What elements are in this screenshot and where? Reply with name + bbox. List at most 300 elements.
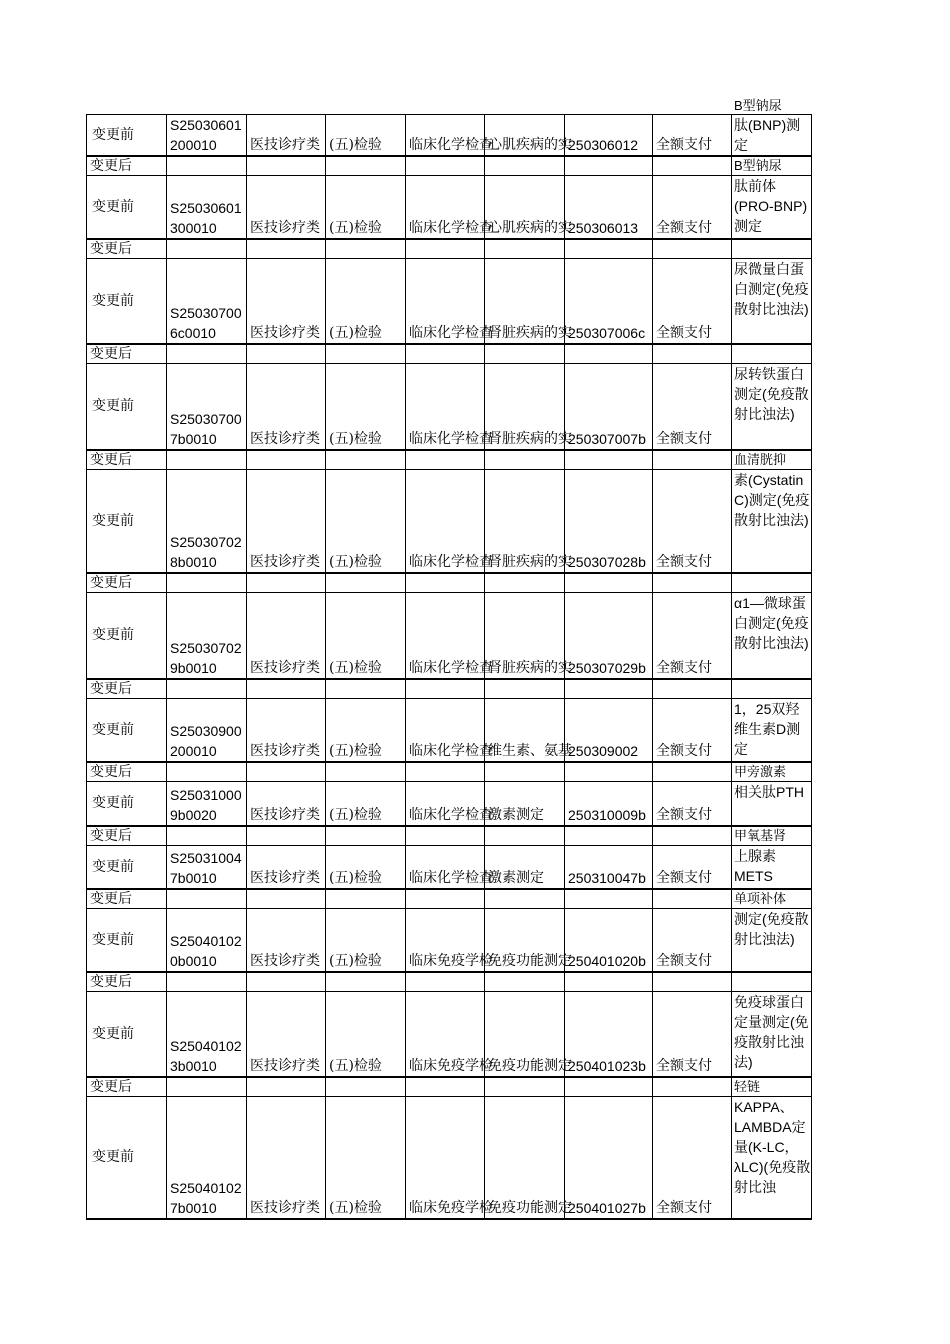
table-row bbox=[87, 1097, 812, 1219]
table-row bbox=[87, 176, 812, 239]
change-after-label-text: 变更后 bbox=[90, 973, 132, 990]
national-code-text: 250401020b bbox=[568, 952, 646, 969]
empty-cell bbox=[653, 679, 732, 699]
change-label-text: 变更前 bbox=[92, 398, 134, 415]
subsection-cell bbox=[485, 364, 572, 450]
payment-type-cell bbox=[653, 115, 732, 157]
section-cell bbox=[406, 258, 493, 344]
project-code-text: S250401023b0010 bbox=[170, 1038, 242, 1074]
item-name-text: 免疫球蛋白定量测定(免疫散射比浊法) bbox=[734, 993, 809, 1070]
empty-cell bbox=[167, 573, 247, 593]
subcategory-text: (五)检验 bbox=[329, 430, 382, 447]
table-row bbox=[87, 469, 812, 573]
change-label-text: 变更前 bbox=[92, 1149, 134, 1166]
category-cell bbox=[247, 782, 326, 826]
project-code-cell bbox=[167, 1097, 247, 1219]
subsection-text: 免疫功能测定 bbox=[488, 1058, 572, 1074]
section-text: 临床免疫学检 bbox=[409, 952, 493, 969]
empty-cell bbox=[406, 344, 485, 364]
project-code-text: S250307007b0010 bbox=[170, 410, 242, 447]
change-label-cell bbox=[87, 1097, 167, 1219]
change-after-label-cell bbox=[87, 450, 167, 470]
category-text: 医技诊疗类 bbox=[250, 743, 320, 759]
payment-type-cell bbox=[653, 258, 732, 344]
item-name-continuation-cell bbox=[732, 450, 812, 470]
empty-cell bbox=[653, 972, 732, 992]
empty-cell bbox=[653, 344, 732, 364]
change-after-label-cell bbox=[87, 679, 167, 699]
item-name-continuation-cell bbox=[732, 156, 812, 176]
subcategory-cell bbox=[326, 698, 406, 762]
item-name-cell bbox=[732, 782, 812, 826]
item-name-text: 上腺素METS bbox=[734, 847, 776, 884]
category-text: 医技诊疗类 bbox=[250, 806, 320, 823]
empty-cell bbox=[247, 156, 326, 176]
subsection-text: 激素测定 bbox=[488, 870, 544, 886]
table-row-after bbox=[87, 239, 812, 259]
national-code-cell bbox=[565, 782, 653, 826]
table-row-after bbox=[87, 889, 812, 909]
section-text: 临床化学检查 bbox=[409, 219, 493, 236]
subsection-cell bbox=[485, 115, 572, 157]
subsection-text: 肾脏疾病的实 bbox=[488, 325, 572, 341]
empty-cell bbox=[167, 889, 247, 909]
spreadsheet-sheet bbox=[86, 96, 811, 1220]
subcategory-text: (五)检验 bbox=[329, 743, 382, 759]
table-body bbox=[87, 115, 812, 1219]
project-code-cell bbox=[167, 115, 247, 157]
project-code-cell bbox=[167, 698, 247, 762]
empty-cell bbox=[485, 239, 565, 259]
empty-cell bbox=[326, 762, 406, 782]
subsection-cell bbox=[485, 909, 572, 972]
subcategory-text: (五)检验 bbox=[329, 952, 382, 969]
category-cell bbox=[247, 593, 326, 679]
table-row bbox=[87, 909, 812, 972]
national-code-text: 250306013 bbox=[568, 219, 639, 236]
payment-type-cell bbox=[653, 1097, 732, 1219]
project-code-text: S25030601300010 bbox=[170, 199, 242, 236]
national-code-cell bbox=[565, 845, 653, 889]
national-code-cell bbox=[565, 909, 653, 972]
empty-cell bbox=[653, 573, 732, 593]
subcategory-text: (五)检验 bbox=[329, 137, 382, 153]
payment-type-cell bbox=[653, 845, 732, 889]
empty-cell bbox=[167, 679, 247, 699]
payment-type-cell bbox=[653, 991, 732, 1077]
category-text: 医技诊疗类 bbox=[250, 659, 320, 676]
change-table bbox=[86, 114, 812, 1220]
empty-cell bbox=[653, 826, 732, 846]
payment-type-text: 全额支付 bbox=[656, 952, 712, 969]
subcategory-cell bbox=[326, 364, 406, 450]
empty-cell bbox=[167, 1077, 247, 1097]
empty-cell bbox=[406, 450, 485, 470]
item-name-text: 测定(免疫散射比浊法) bbox=[734, 911, 809, 947]
section-cell bbox=[406, 115, 493, 157]
empty-cell bbox=[485, 573, 565, 593]
payment-type-text: 全额支付 bbox=[656, 870, 712, 886]
empty-cell bbox=[167, 762, 247, 782]
item-name-cell bbox=[732, 909, 812, 972]
payment-type-cell bbox=[653, 469, 732, 573]
payment-type-text: 全额支付 bbox=[656, 659, 712, 676]
empty-cell bbox=[247, 450, 326, 470]
category-cell bbox=[247, 1097, 326, 1219]
section-cell bbox=[406, 845, 493, 889]
table-row-after bbox=[87, 573, 812, 593]
section-text: 临床免疫学检 bbox=[409, 1199, 493, 1216]
item-name-continuation-text: B型钠尿 bbox=[734, 158, 782, 173]
table-row bbox=[87, 991, 812, 1077]
category-text: 医技诊疗类 bbox=[250, 325, 320, 341]
subsection-cell bbox=[485, 698, 572, 762]
payment-type-cell bbox=[653, 593, 732, 679]
change-after-label-text: 变更后 bbox=[90, 764, 132, 780]
empty-cell bbox=[485, 450, 565, 470]
project-code-cell bbox=[167, 258, 247, 344]
category-text: 医技诊疗类 bbox=[250, 1199, 320, 1216]
change-after-label-cell bbox=[87, 972, 167, 992]
change-after-label-cell bbox=[87, 1077, 167, 1097]
empty-cell bbox=[167, 450, 247, 470]
section-text: 临床免疫学检 bbox=[409, 1058, 493, 1074]
section-text: 临床化学检查 bbox=[409, 554, 493, 570]
empty-cell bbox=[485, 1077, 565, 1097]
category-cell bbox=[247, 469, 326, 573]
subsection-text: 肾脏疾病的实 bbox=[488, 430, 572, 447]
payment-type-text: 全额支付 bbox=[656, 325, 712, 341]
national-code-text: 250309002 bbox=[568, 743, 639, 759]
item-name-cell bbox=[732, 115, 812, 157]
subcategory-cell bbox=[326, 593, 406, 679]
item-name-continuation-cell bbox=[732, 972, 812, 992]
project-code-text: S250310047b0010 bbox=[170, 850, 242, 886]
table-row bbox=[87, 845, 812, 889]
national-code-cell bbox=[565, 991, 653, 1077]
national-code-text: 250310009b bbox=[568, 806, 646, 823]
table-row bbox=[87, 698, 812, 762]
empty-cell bbox=[326, 344, 406, 364]
item-name-continuation-cell bbox=[732, 1077, 812, 1097]
change-label-text: 变更前 bbox=[92, 931, 134, 948]
empty-cell bbox=[326, 239, 406, 259]
project-code-cell bbox=[167, 909, 247, 972]
change-after-label-cell bbox=[87, 889, 167, 909]
subcategory-cell bbox=[326, 991, 406, 1077]
category-cell bbox=[247, 115, 326, 157]
national-code-text: 250307006c bbox=[568, 325, 646, 341]
project-code-text: S250307029b0010 bbox=[170, 639, 242, 676]
table-row-after bbox=[87, 762, 812, 782]
project-code-text: S25030900200010 bbox=[170, 723, 242, 759]
item-name-text: 尿转铁蛋白测定(免疫散射比浊法) bbox=[734, 366, 809, 422]
empty-cell bbox=[565, 679, 653, 699]
change-label-text: 变更前 bbox=[92, 512, 134, 529]
empty-cell bbox=[247, 826, 326, 846]
subsection-text: 免疫功能测定 bbox=[488, 1199, 572, 1216]
overflow-name-text: B型钠尿 bbox=[734, 98, 782, 113]
item-name-cell bbox=[732, 845, 812, 889]
national-code-cell bbox=[565, 593, 653, 679]
empty-cell bbox=[247, 1077, 326, 1097]
item-name-text: 肽前体(PRO-BNP)测定 bbox=[734, 178, 808, 234]
section-cell bbox=[406, 176, 493, 239]
subcategory-text: (五)检验 bbox=[329, 1199, 382, 1216]
item-name-continuation-text: 血清胱抑 bbox=[734, 451, 787, 467]
payment-type-text: 全额支付 bbox=[656, 1058, 712, 1074]
change-label-cell bbox=[87, 258, 167, 344]
item-name-cell bbox=[732, 698, 812, 762]
change-label-text: 变更前 bbox=[92, 198, 134, 215]
item-name-continuation-text: 轻链 bbox=[734, 1079, 761, 1094]
table-row-after bbox=[87, 679, 812, 699]
item-name-cell bbox=[732, 258, 812, 344]
category-text: 医技诊疗类 bbox=[250, 137, 320, 153]
empty-cell bbox=[406, 826, 485, 846]
subsection-cell bbox=[485, 991, 572, 1077]
empty-cell bbox=[565, 156, 653, 176]
change-label-cell bbox=[87, 909, 167, 972]
change-label-text: 变更前 bbox=[92, 795, 134, 812]
national-code-text: 250310047b bbox=[568, 870, 646, 886]
item-name-cell bbox=[732, 364, 812, 450]
empty-cell bbox=[247, 573, 326, 593]
project-code-text: S250307006c0010 bbox=[170, 305, 242, 341]
payment-type-cell bbox=[653, 364, 732, 450]
item-name-text: 尿微量白蛋白测定(免疫散射比浊法) bbox=[734, 260, 809, 317]
payment-type-text: 全额支付 bbox=[656, 806, 712, 823]
section-cell bbox=[406, 698, 493, 762]
section-cell bbox=[406, 909, 493, 972]
change-after-label-text: 变更后 bbox=[90, 827, 132, 844]
change-after-label-cell bbox=[87, 156, 167, 176]
item-name-continuation-text: 单项补体 bbox=[734, 891, 787, 906]
empty-cell bbox=[653, 1077, 732, 1097]
project-code-text: S250310009b0020 bbox=[170, 786, 242, 823]
national-code-cell bbox=[565, 364, 653, 450]
item-name-continuation-text: 甲氧基肾 bbox=[734, 827, 787, 843]
project-code-cell bbox=[167, 469, 247, 573]
empty-cell bbox=[565, 1077, 653, 1097]
change-after-label-cell bbox=[87, 573, 167, 593]
subcategory-cell bbox=[326, 176, 406, 239]
empty-cell bbox=[326, 679, 406, 699]
national-code-text: 250401023b bbox=[568, 1058, 646, 1074]
change-after-label-cell bbox=[87, 826, 167, 846]
table-row-after bbox=[87, 826, 812, 846]
item-name-continuation-text: 甲旁激素 bbox=[734, 764, 787, 779]
project-code-text: S25030601200010 bbox=[170, 117, 242, 153]
change-after-label-cell bbox=[87, 762, 167, 782]
subsection-cell bbox=[485, 258, 572, 344]
subcategory-text: (五)检验 bbox=[329, 554, 382, 570]
section-cell bbox=[406, 469, 493, 573]
change-label-cell bbox=[87, 991, 167, 1077]
table-row-after bbox=[87, 1077, 812, 1097]
item-name-continuation-cell bbox=[732, 239, 812, 259]
subcategory-text: (五)检验 bbox=[329, 659, 382, 676]
payment-type-cell bbox=[653, 909, 732, 972]
empty-cell bbox=[565, 450, 653, 470]
subcategory-cell bbox=[326, 115, 406, 157]
change-after-label-text: 变更后 bbox=[90, 891, 132, 907]
item-name-cell bbox=[732, 469, 812, 573]
change-label-text: 变更前 bbox=[92, 858, 134, 875]
empty-cell bbox=[406, 156, 485, 176]
item-name-text: 1，25双羟维生素D测定 bbox=[734, 700, 801, 757]
change-label-cell bbox=[87, 845, 167, 889]
empty-cell bbox=[326, 889, 406, 909]
empty-cell bbox=[653, 889, 732, 909]
change-after-label-text: 变更后 bbox=[90, 240, 132, 257]
change-label-text: 变更前 bbox=[92, 292, 134, 309]
section-cell bbox=[406, 782, 493, 826]
change-after-label-cell bbox=[87, 344, 167, 364]
project-code-text: S250401027b0010 bbox=[170, 1179, 242, 1216]
subcategory-text: (五)检验 bbox=[329, 870, 382, 886]
item-name-text: 素(Cystatin C)测定(免疫散射比浊法) bbox=[734, 471, 810, 528]
subcategory-text: (五)检验 bbox=[329, 806, 382, 823]
empty-cell bbox=[167, 344, 247, 364]
empty-cell bbox=[485, 889, 565, 909]
subsection-text: 肾脏疾病的实 bbox=[488, 554, 572, 570]
project-code-cell bbox=[167, 176, 247, 239]
empty-cell bbox=[406, 1077, 485, 1097]
change-label-cell bbox=[87, 115, 167, 157]
item-name-continuation-cell bbox=[732, 344, 812, 364]
section-cell bbox=[406, 364, 493, 450]
item-name-text: 相关肽PTH bbox=[734, 784, 804, 800]
project-code-cell bbox=[167, 364, 247, 450]
empty-cell bbox=[326, 826, 406, 846]
empty-cell bbox=[167, 239, 247, 259]
subcategory-text: (五)检验 bbox=[329, 325, 382, 341]
section-text: 临床化学检查 bbox=[409, 325, 493, 341]
empty-cell bbox=[565, 344, 653, 364]
payment-type-cell bbox=[653, 698, 732, 762]
category-cell bbox=[247, 991, 326, 1077]
empty-cell bbox=[406, 679, 485, 699]
item-name-cell bbox=[732, 593, 812, 679]
change-after-label-text: 变更后 bbox=[90, 1079, 132, 1095]
subsection-text: 免疫功能测定 bbox=[488, 952, 572, 969]
section-text: 临床化学检查 bbox=[409, 430, 493, 447]
table-row bbox=[87, 258, 812, 344]
category-text: 医技诊疗类 bbox=[250, 870, 320, 886]
item-name-cell bbox=[732, 176, 812, 239]
table-row bbox=[87, 782, 812, 826]
table-row bbox=[87, 115, 812, 157]
change-label-text: 变更前 bbox=[92, 721, 134, 738]
category-text: 医技诊疗类 bbox=[250, 1058, 320, 1074]
empty-cell bbox=[485, 679, 565, 699]
empty-cell bbox=[406, 972, 485, 992]
section-text: 临床化学检查 bbox=[409, 870, 493, 886]
subsection-text: 维生素、氨基 bbox=[488, 743, 572, 759]
payment-type-text: 全额支付 bbox=[656, 137, 712, 153]
project-code-cell bbox=[167, 782, 247, 826]
empty-cell bbox=[485, 344, 565, 364]
category-text: 医技诊疗类 bbox=[250, 430, 320, 447]
empty-cell bbox=[247, 239, 326, 259]
empty-cell bbox=[167, 156, 247, 176]
payment-type-text: 全额支付 bbox=[656, 554, 712, 570]
category-text: 医技诊疗类 bbox=[250, 219, 320, 236]
category-cell bbox=[247, 258, 326, 344]
category-cell bbox=[247, 364, 326, 450]
change-label-text: 变更前 bbox=[92, 1025, 134, 1042]
table-row bbox=[87, 364, 812, 450]
item-name-text: KAPPA、LAMBDA定量(K-LC，λLC)(免疫散射比浊 bbox=[734, 1099, 811, 1195]
payment-type-cell bbox=[653, 176, 732, 239]
section-text: 临床化学检查 bbox=[409, 137, 493, 153]
national-code-cell bbox=[565, 176, 653, 239]
empty-cell bbox=[653, 762, 732, 782]
item-name-cell bbox=[732, 1097, 812, 1219]
subsection-text: 肾脏疾病的实 bbox=[488, 659, 572, 676]
change-after-label-text: 变更后 bbox=[90, 451, 132, 468]
change-label-cell bbox=[87, 782, 167, 826]
national-code-text: 250401027b bbox=[568, 1199, 646, 1216]
national-code-text: 250307029b bbox=[568, 659, 646, 676]
subcategory-cell bbox=[326, 469, 406, 573]
subsection-cell bbox=[485, 1097, 572, 1219]
change-label-cell bbox=[87, 469, 167, 573]
empty-cell bbox=[247, 889, 326, 909]
item-name-continuation-cell bbox=[732, 889, 812, 909]
empty-cell bbox=[406, 239, 485, 259]
section-text: 临床化学检查 bbox=[409, 806, 493, 823]
empty-cell bbox=[326, 573, 406, 593]
table-row-after bbox=[87, 344, 812, 364]
empty-cell bbox=[326, 450, 406, 470]
national-code-cell bbox=[565, 115, 653, 157]
change-label-text: 变更前 bbox=[92, 627, 134, 644]
category-cell bbox=[247, 698, 326, 762]
item-name-continuation-cell bbox=[732, 762, 812, 782]
item-name-continuation-cell bbox=[732, 826, 812, 846]
payment-type-text: 全额支付 bbox=[656, 219, 712, 236]
item-name-text: α1—微球蛋白测定(免疫散射比浊法) bbox=[734, 595, 809, 651]
empty-cell bbox=[653, 156, 732, 176]
payment-type-text: 全额支付 bbox=[656, 1199, 712, 1216]
subcategory-cell bbox=[326, 782, 406, 826]
subsection-cell bbox=[485, 469, 572, 573]
empty-cell bbox=[406, 762, 485, 782]
item-name-cell bbox=[732, 991, 812, 1077]
change-label-cell bbox=[87, 593, 167, 679]
change-label-cell bbox=[87, 176, 167, 239]
subsection-cell bbox=[485, 593, 572, 679]
empty-cell bbox=[326, 1077, 406, 1097]
change-after-label-text: 变更后 bbox=[90, 680, 132, 697]
empty-cell bbox=[565, 762, 653, 782]
empty-cell bbox=[565, 972, 653, 992]
subsection-cell bbox=[485, 176, 572, 239]
category-cell bbox=[247, 176, 326, 239]
subcategory-cell bbox=[326, 845, 406, 889]
empty-cell bbox=[653, 239, 732, 259]
change-after-label-text: 变更后 bbox=[90, 346, 132, 362]
empty-cell bbox=[565, 889, 653, 909]
subsection-cell bbox=[485, 845, 565, 889]
project-code-text: S250401020b0010 bbox=[170, 932, 242, 969]
section-cell bbox=[406, 1097, 493, 1219]
empty-cell bbox=[326, 156, 406, 176]
subcategory-cell bbox=[326, 258, 406, 344]
change-label-cell bbox=[87, 364, 167, 450]
